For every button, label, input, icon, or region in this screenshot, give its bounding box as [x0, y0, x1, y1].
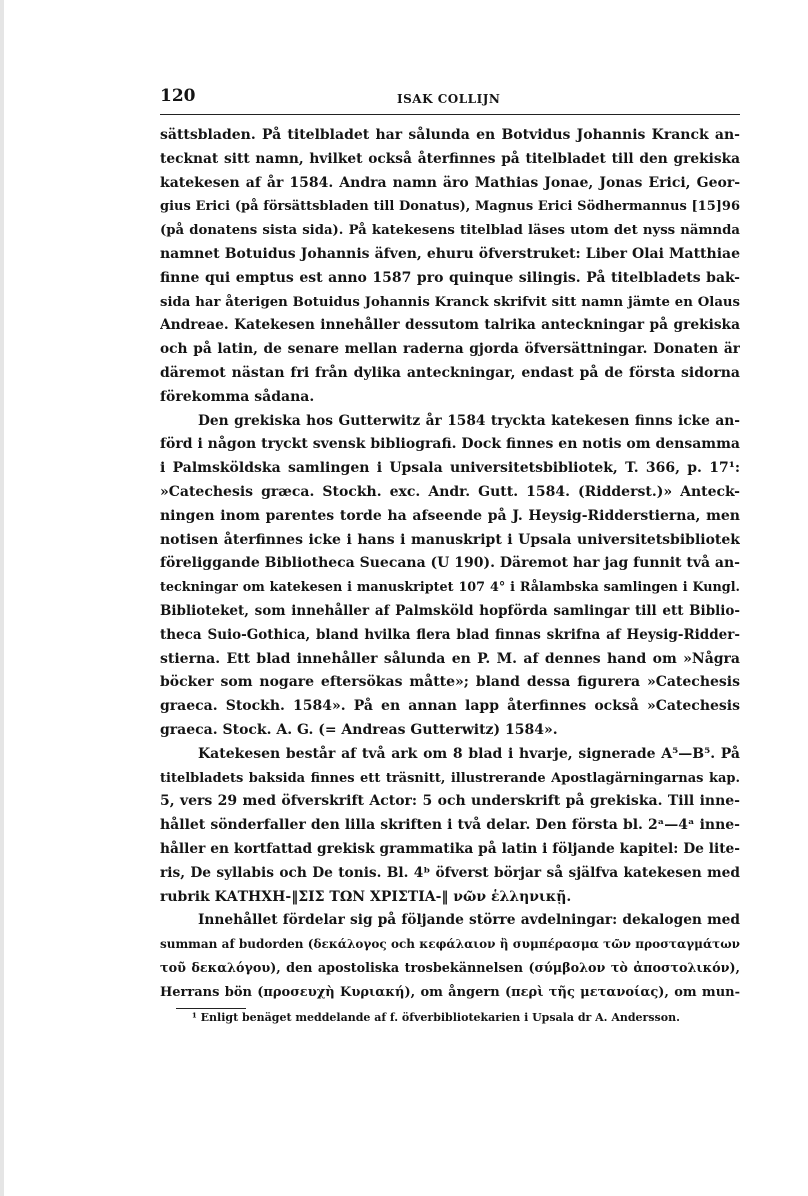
text-line: graeca. Stock. A. G. (= Andreas Gutterwitz) 1584». — [160, 721, 558, 738]
text-line: sida har återigen Botuidus Johannis Kranck skrifvit sitt namn jämte en Olaus — [160, 294, 740, 310]
body-text — [160, 124, 740, 1004]
text-line: summan af budorden (δεκάλογος och κεφάλαιον ἢ συμπέρασμα τῶν προσταγμάτων — [160, 937, 740, 952]
text-line: Andreae. Katekesen innehåller dessutom talrika anteckningar på grekiska — [160, 317, 740, 334]
text-line: ris, De syllabis och De tonis. Bl. 4ᵇ öfverst börjar så själfva katekesen med — [160, 864, 740, 881]
text-line: teckningar om katekesen i manuskriptet 107 4° i Rålambska samlingen i Kungl. — [160, 580, 740, 596]
text-line: Biblioteket, som innehåller af Palmsköld hopförda samlingar till ett Biblio- — [160, 602, 740, 619]
text-line: Herrans bön (προσευχὴ Κυριακή), om ångern (περὶ τῆς μετανοίας), om mun- — [160, 984, 740, 1000]
text-line: hållet sönderfaller den lilla skriften i två delar. Den första bl. 2ᵃ—4ᵃ inne- — [160, 817, 740, 834]
text-line: 5, vers 29 med öfverskrift Actor: 5 och underskrift på grekiska. Till inne- — [160, 793, 740, 810]
text-line: titelbladets baksida finnes ett träsnitt, illustrerande Apostlagärningarnas kap. — [160, 770, 740, 786]
text-line: böcker som nogare eftersökas måtte»; bland dessa figurera »Catechesis — [160, 674, 740, 691]
text-line: och på latin, de senare mellan raderna gjorda öfversättningar. Donaten är — [160, 341, 740, 358]
page-number: 120 — [160, 86, 196, 106]
text-line: i Palmsköldska samlingen i Upsala universitetsbibliotek, T. 366, p. 17¹: — [160, 460, 740, 477]
text-line: katekesen af år 1584. Andra namn äro Mathias Jonae, Jonas Erici, Geor- — [160, 174, 740, 191]
text-line: däremot nästan fri från dylika anteckningar, endast på de första sidorna — [160, 364, 740, 381]
text-line: »Catechesis græca. Stockh. exc. Andr. Gutt. 1584. (Ridderst.)» Anteck- — [160, 483, 740, 500]
text-line: förekomma sådana. — [160, 388, 315, 405]
text-line: finne qui emptus est anno 1587 pro quinque silingis. På titelbladets bak- — [160, 269, 740, 286]
text-line: theca Suio-Gothica, bland hvilka flera blad finnas skrifna af Heysig-Ridder- — [160, 626, 740, 643]
page-edge-shadow — [0, 0, 4, 1196]
text-line: Katekesen består af två ark om 8 blad i hvarje, signerade A⁵—B⁵. På — [198, 745, 740, 762]
text-line: gius Erici (på försättsbladen till Donatus), Magnus Erici Södhermannus [15]96 — [160, 199, 740, 215]
page-header — [160, 84, 740, 115]
footnote: ¹ Enligt benäget meddelande af f. öfverbibliotekarien i Upsala dr A. Andersson. — [192, 1011, 680, 1024]
text-line: Den grekiska hos Gutterwitz år 1584 tryckta katekesen finns icke an- — [198, 412, 740, 429]
text-line: notisen återfinnes icke i hans i manuskript i Upsala universitetsbibliotek — [160, 531, 740, 548]
text-line: håller en kortfattad grekisk grammatika på latin i följande kapitel: De lite- — [160, 840, 740, 857]
text-line: förd i någon tryckt svensk bibliografi. Dock finnes en notis om densamma — [160, 436, 740, 453]
text-line: tecknat sitt namn, hvilket också återfinnes på titelbladet till den grekiska — [160, 150, 740, 167]
text-line: sättsbladen. På titelbladet har sålunda en Botvidus Johannis Kranck an- — [160, 127, 740, 143]
footnote-rule — [176, 1008, 246, 1009]
text-line: namnet Botuidus Johannis äfven, ehuru öfverstruket: Liber Olai Matthiae — [160, 245, 740, 262]
text-line: τοῦ δεκαλόγου), den apostoliska trosbekännelsen (σύμβολον τὸ ἀποστολικόν), — [160, 960, 740, 976]
text-line: Innehållet fördelar sig på följande större avdelningar: dekalogen med — [198, 912, 740, 929]
text-line: rubrik ΚΑΤΗΧΗ-‖ΣΙΣ ΤΩΝ ΧΡΙΣΤΙΑ-‖ νῶν ἑλληνικῇ. — [160, 888, 572, 905]
text-line: ningen inom parentes torde ha afseende på J. Heysig-Ridderstierna, men — [160, 507, 740, 524]
text-line: stierna. Ett blad innehåller sålunda en P. M. af dennes hand om »Några — [160, 650, 740, 667]
text-line: föreliggande Bibliotheca Suecana (U 190). Däremot har jag funnit två an- — [160, 555, 740, 572]
text-line: graeca. Stockh. 1584». På en annan lapp återfinnes också »Catechesis — [160, 698, 740, 715]
text-line: (på donatens sista sida). På katekesens titelblad läses utom det nyss nämnda — [160, 223, 740, 239]
running-head: ISAK COLLIJN — [397, 92, 501, 106]
